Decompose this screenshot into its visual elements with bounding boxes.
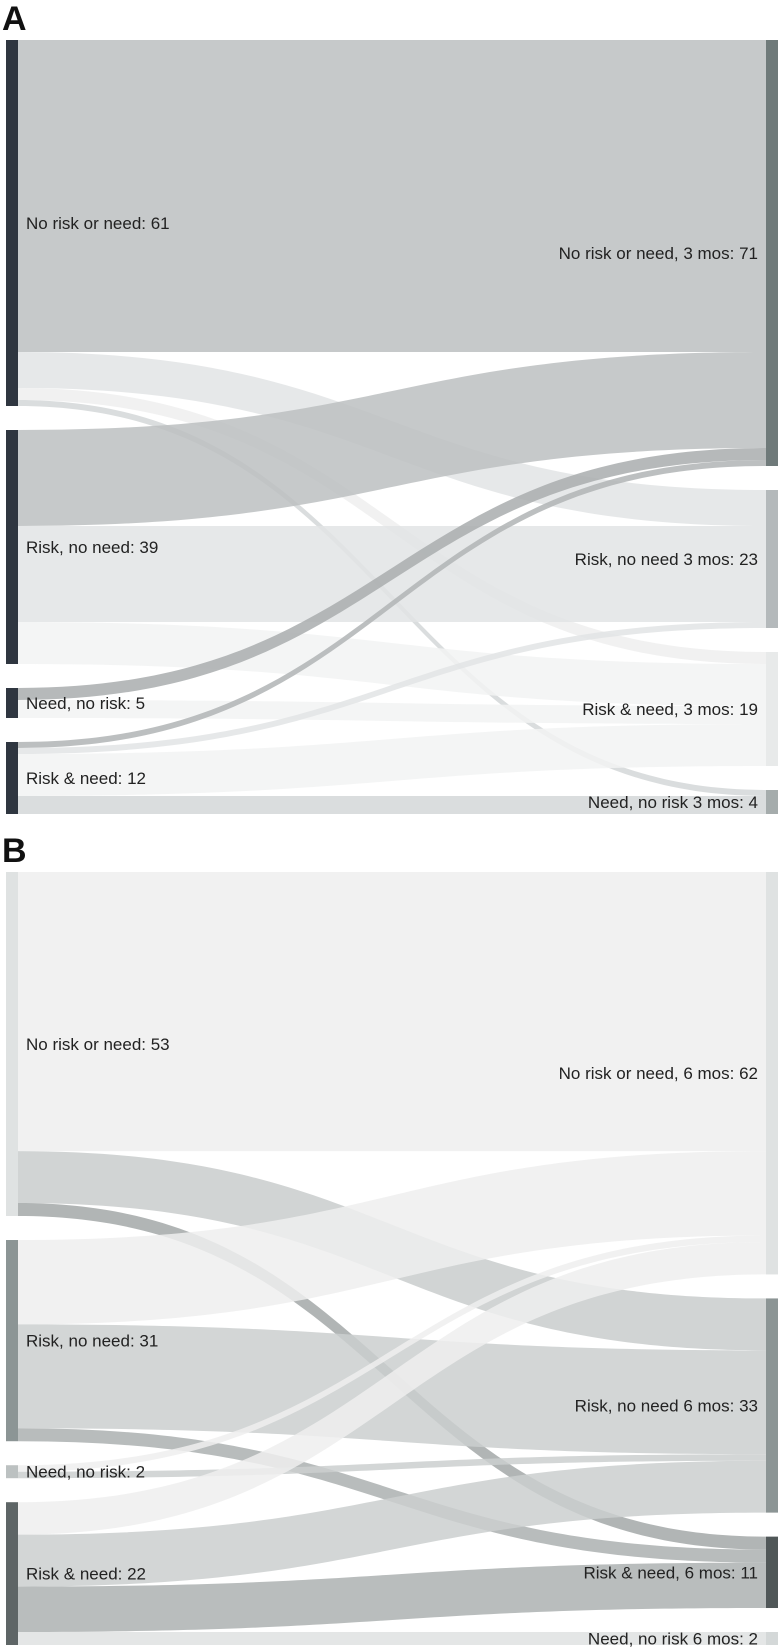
- node-label-right-b-0: No risk or need, 6 mos: 62: [558, 1064, 758, 1084]
- panel-label-b: B: [2, 832, 27, 870]
- node-bar-left-b-0: [6, 872, 18, 1216]
- node-bar-left-a-3: [6, 742, 18, 814]
- node-bar-right-a-3: [766, 790, 778, 814]
- sankey-panel-a: [2, 0, 778, 814]
- node-label-right-a-2: Risk & need, 3 mos: 19: [582, 700, 758, 719]
- node-label-right-b-2: Risk & need, 6 mos: 11: [583, 1563, 758, 1583]
- node-label-left-b-1: Risk, no need: 31: [26, 1331, 159, 1351]
- node-label-left-b-0: No risk or need: 53: [26, 1035, 170, 1055]
- node-label-left-b-2: Need, no risk: 2: [26, 1462, 146, 1482]
- node-bar-right-b-3: [766, 1632, 778, 1645]
- node-label-left-a-2: Need, no risk: 5: [26, 694, 146, 713]
- flow-a-l0-r0: [18, 40, 766, 352]
- node-bar-right-b-0: [766, 872, 778, 1274]
- node-bar-right-b-2: [766, 1537, 778, 1608]
- node-label-left-a-3: Risk & need: 12: [26, 769, 147, 788]
- node-label-left-a-1: Risk, no need: 39: [26, 538, 159, 557]
- node-bar-right-a-1: [766, 490, 778, 628]
- node-label-right-a-1: Risk, no need 3 mos: 23: [574, 550, 758, 569]
- sankey-panel-b: [2, 832, 778, 1649]
- panel-label-a: A: [2, 0, 27, 38]
- links-b: [18, 872, 766, 1645]
- node-bar-right-a-0: [766, 40, 778, 466]
- node-label-right-a-0: No risk or need, 3 mos: 71: [558, 244, 758, 263]
- node-bar-left-a-1: [6, 430, 18, 664]
- flow-b-l0-r0: [18, 872, 766, 1151]
- node-bar-left-a-0: [6, 40, 18, 406]
- node-label-left-b-3: Risk & need: 22: [26, 1564, 147, 1584]
- node-bar-left-b-2: [6, 1465, 18, 1478]
- node-bar-left-b-1: [6, 1240, 18, 1441]
- node-bar-right-b-1: [766, 1298, 778, 1512]
- node-bar-left-b-3: [6, 1502, 18, 1645]
- node-label-right-a-3: Need, no risk 3 mos: 4: [587, 793, 758, 812]
- node-label-right-b-3: Need, no risk 6 mos: 2: [587, 1629, 758, 1649]
- node-label-right-b-1: Risk, no need 6 mos: 33: [574, 1396, 758, 1416]
- node-bar-right-a-2: [766, 652, 778, 766]
- node-label-left-a-0: No risk or need: 61: [26, 214, 170, 233]
- node-bar-left-a-2: [6, 688, 18, 718]
